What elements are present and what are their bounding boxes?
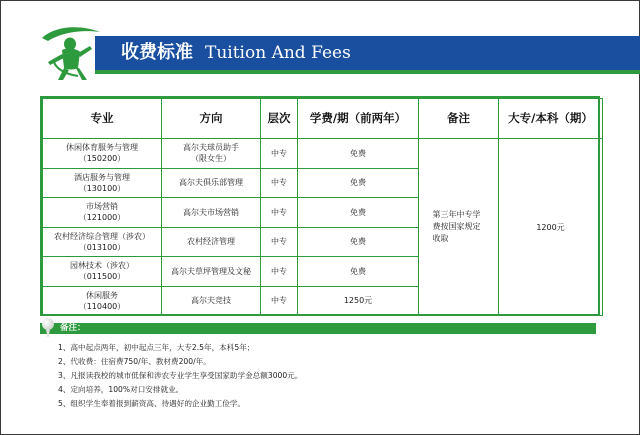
major-name: 农村经济综合管理（涉农） xyxy=(54,231,150,241)
major-code: （110400） xyxy=(78,301,126,311)
header-college: 大专/本科（期） xyxy=(499,99,603,139)
notes-title: 备注： xyxy=(60,323,86,333)
direction-cell: 高尔夫俱乐部管理 xyxy=(162,168,261,198)
table-header-row xyxy=(43,99,603,139)
major-name: 园林技术（涉农） xyxy=(70,261,134,271)
table-row xyxy=(43,139,603,169)
notes-list xyxy=(58,341,598,411)
direction-cell: 高尔夫草坪管理及文秘 xyxy=(162,257,261,287)
golf-ball-icon xyxy=(42,318,54,330)
major-name: 酒店服务与管理 xyxy=(74,172,130,182)
major-code: （121000） xyxy=(78,213,126,223)
header-fee: 学费/期（前两年） xyxy=(298,99,419,139)
direction-cell xyxy=(162,139,261,169)
major-name: 休闲体育服务与管理 xyxy=(66,143,138,153)
page-subtitle: Tuition And Fees xyxy=(205,43,351,63)
header-level: 层次 xyxy=(261,99,298,139)
note-item: 3、凡报读我校的城市低保和涉农专业学生享受国家助学金总额3000元。 xyxy=(58,371,303,380)
header-major: 专业 xyxy=(43,99,162,139)
major-name: 市场营销 xyxy=(86,202,118,212)
fee-cell: 免费 xyxy=(298,227,419,257)
direction-cell: 高尔夫竞技 xyxy=(162,286,261,316)
direction-cell: 高尔夫市场营销 xyxy=(162,198,261,228)
major-code: （011500） xyxy=(78,272,126,282)
header-direction: 方向 xyxy=(162,99,261,139)
level-cell: 中专 xyxy=(261,139,298,169)
level-cell: 中专 xyxy=(261,227,298,257)
major-code: （013100） xyxy=(78,242,126,252)
major-cell xyxy=(43,139,162,169)
fee-cell: 免费 xyxy=(298,139,419,169)
level-cell: 中专 xyxy=(261,257,298,287)
note-item: 1、高中起点两年，初中起点三年，大专2.5年，本科5年； xyxy=(58,343,255,352)
level-cell: 中专 xyxy=(261,286,298,316)
note-item: 4、定向培养，100%对口安排就业。 xyxy=(58,385,184,394)
major-cell xyxy=(43,286,162,316)
college-fee-cell: 1200元 xyxy=(499,139,603,316)
direction-name: 高尔夫球员助手 xyxy=(183,143,239,153)
remark-text: 第三年中专学费按国家规定收取 xyxy=(432,210,481,243)
major-cell xyxy=(43,257,162,287)
remark-cell xyxy=(419,139,499,316)
notes-header-bar xyxy=(40,323,596,334)
major-cell xyxy=(43,168,162,198)
major-name: 休闲服务 xyxy=(86,290,118,300)
direction-cell: 农村经济管理 xyxy=(162,227,261,257)
header-remark: 备注 xyxy=(419,99,499,139)
page-title: 收费标准 xyxy=(121,42,193,63)
level-cell: 中专 xyxy=(261,168,298,198)
note-item: 5、组织学生奉着报到薪资高、待遇好的企业勤工俭学。 xyxy=(58,399,246,408)
note-item: 2、代收费：住宿费750/年、教材费200/年。 xyxy=(58,357,211,366)
major-code: （130100） xyxy=(78,183,126,193)
direction-note: （限女生） xyxy=(191,154,231,164)
major-cell xyxy=(43,227,162,257)
level-cell: 中专 xyxy=(261,198,298,228)
fee-cell: 免费 xyxy=(298,257,419,287)
fee-cell: 免费 xyxy=(298,168,419,198)
fee-cell: 免费 xyxy=(298,198,419,228)
header-accent-line xyxy=(95,70,640,74)
fee-table xyxy=(40,96,600,316)
major-cell xyxy=(43,198,162,228)
fee-cell: 1250元 xyxy=(298,286,419,316)
major-code: （150200） xyxy=(78,154,126,164)
